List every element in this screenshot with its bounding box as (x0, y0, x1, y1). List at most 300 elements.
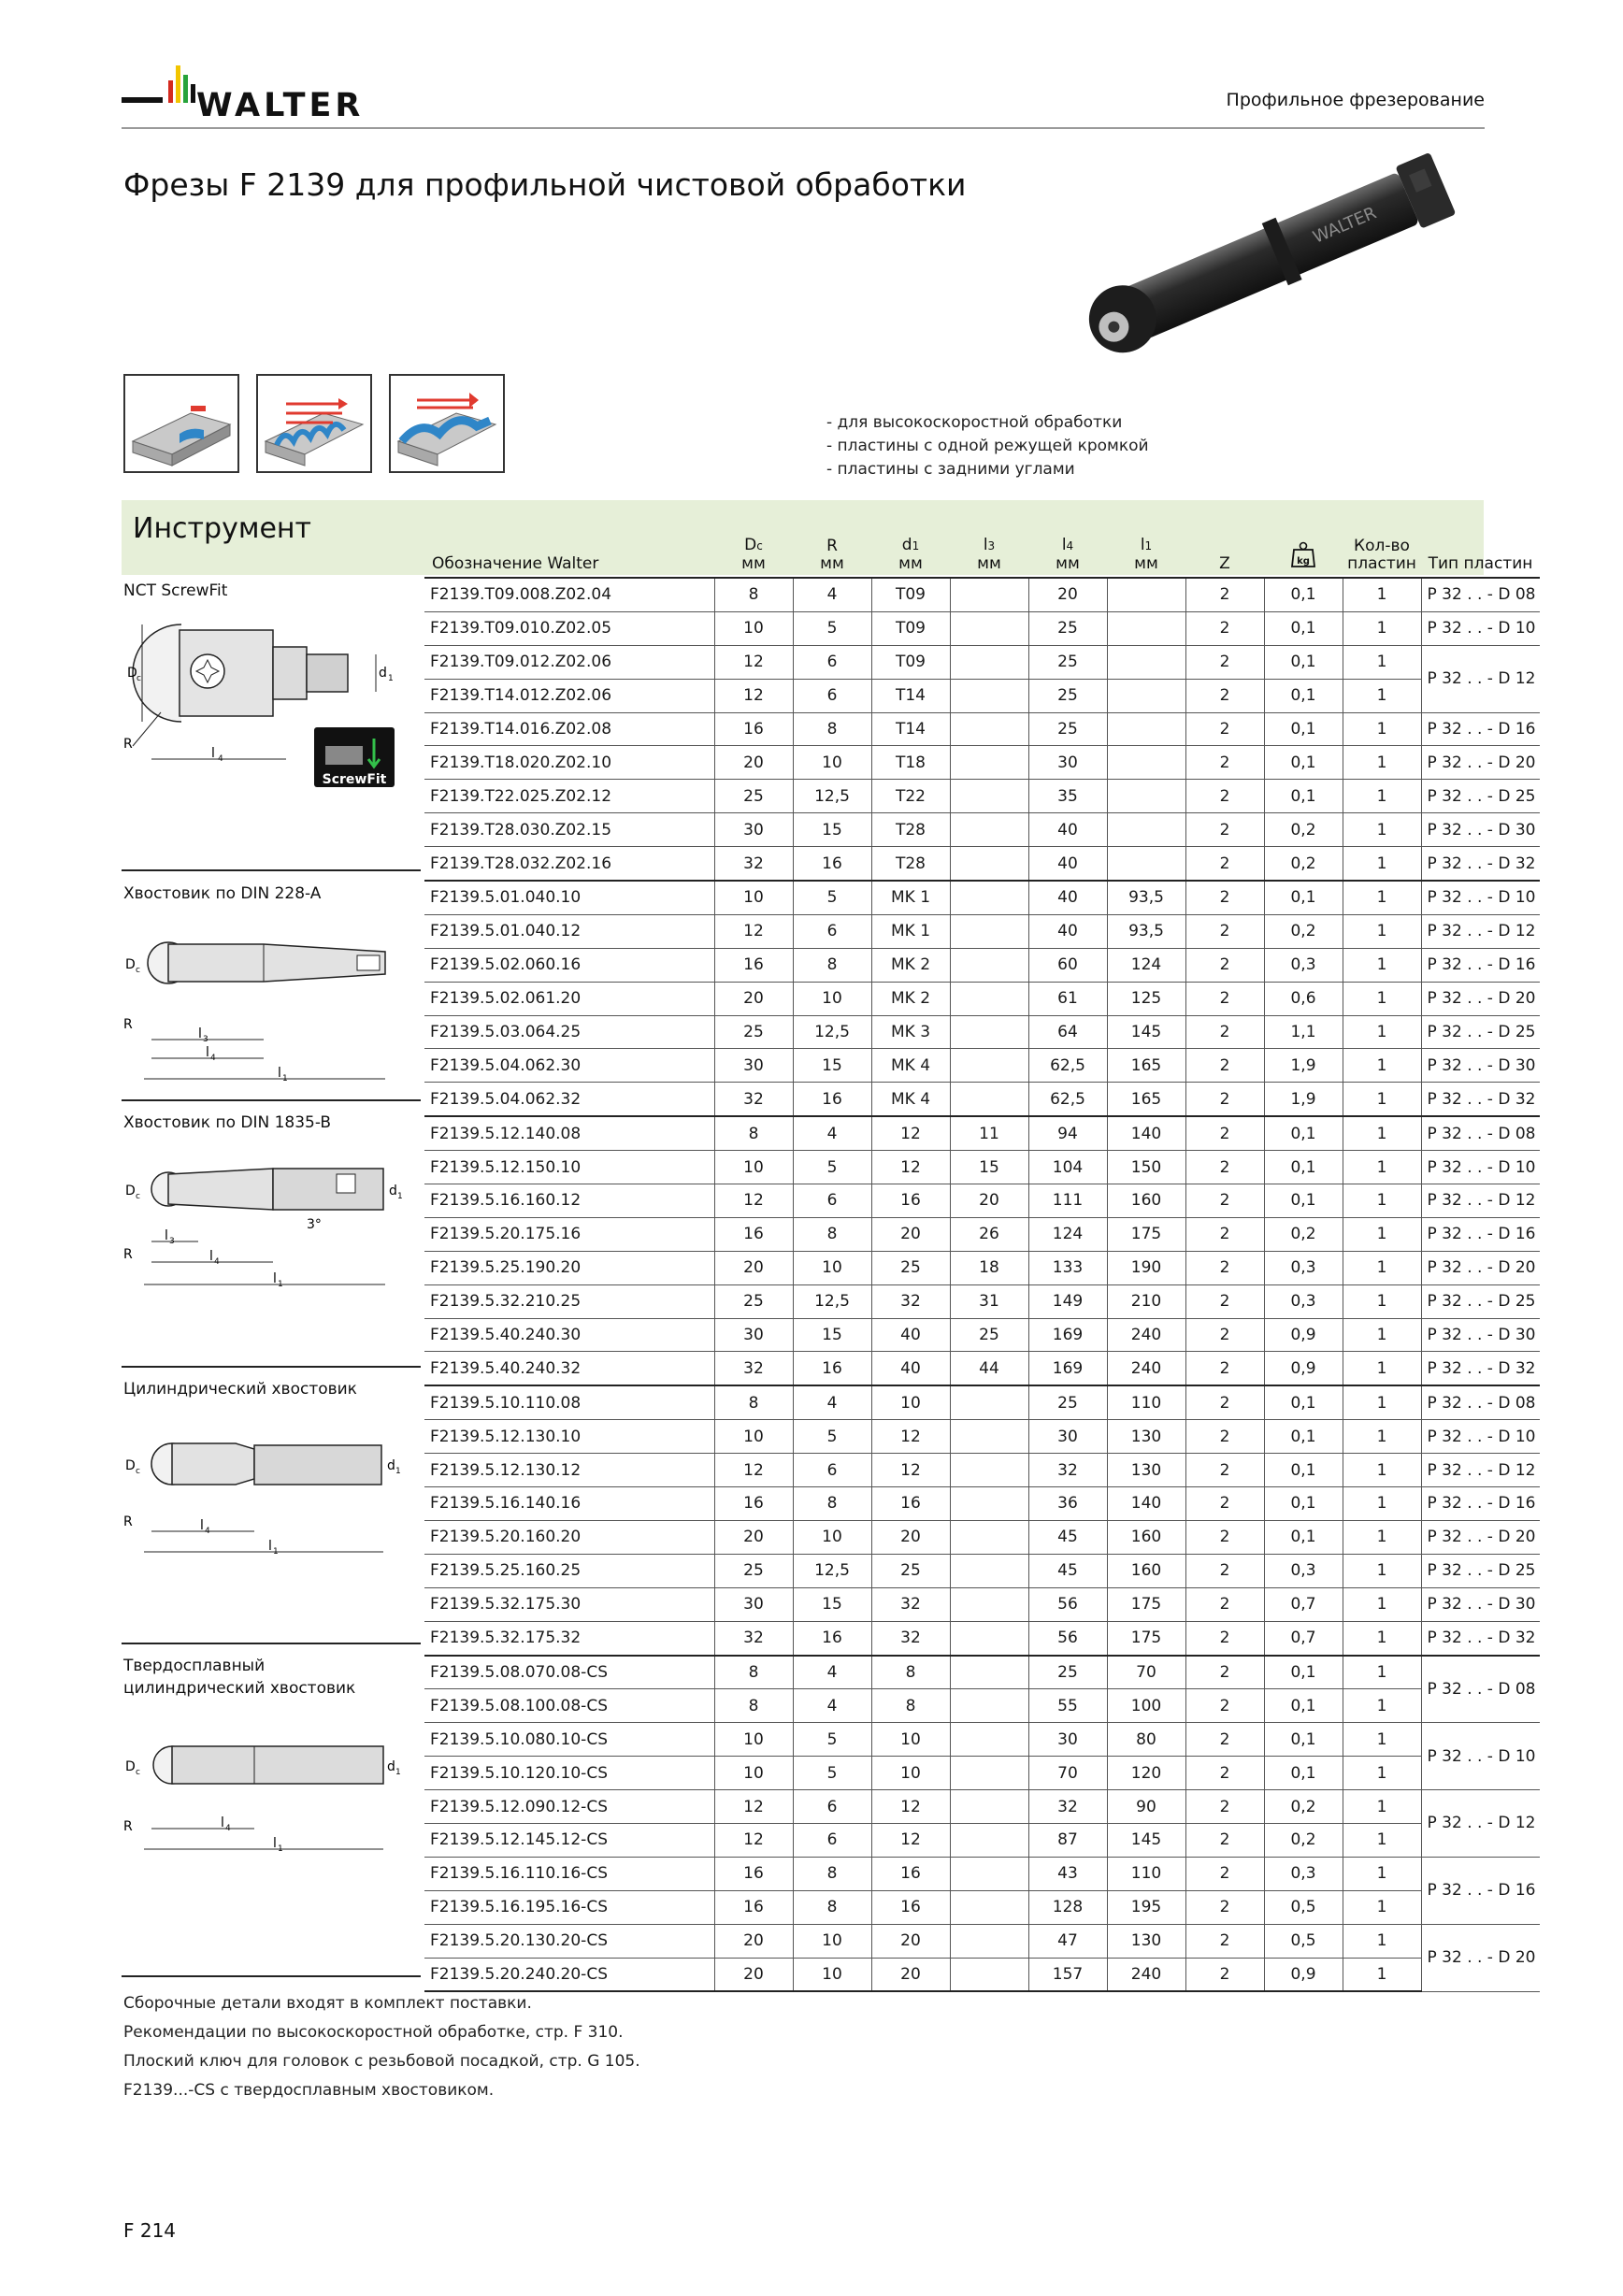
tool-column-heading: Инструмент (133, 512, 312, 545)
cell-l4: 25 (1028, 1385, 1107, 1419)
table-row (424, 847, 1540, 881)
svg-text:l: l (273, 1271, 277, 1286)
table-row (424, 1184, 1540, 1218)
cell-l3 (950, 914, 1028, 948)
col-l1-sub: 1 (1144, 539, 1153, 552)
cell-l1: 140 (1107, 1487, 1185, 1521)
table-row (424, 1554, 1540, 1587)
cell-z: 2 (1185, 679, 1264, 712)
cell-count: 1 (1343, 679, 1421, 712)
cell-designation: F2139.5.25.160.25 (424, 1554, 714, 1587)
col-z: Z (1219, 554, 1230, 573)
cell-dc: 30 (714, 1049, 793, 1083)
svg-text:1: 1 (278, 1844, 283, 1854)
table-row (424, 1656, 1540, 1689)
table-row (424, 1420, 1540, 1454)
cell-d1: 16 (871, 1857, 950, 1890)
cell-r: 5 (793, 1151, 871, 1184)
cell-dc: 32 (714, 847, 793, 881)
cell-d1: T09 (871, 578, 950, 611)
cell-designation: F2139.5.20.160.20 (424, 1520, 714, 1554)
table-row (424, 645, 1540, 679)
cell-count: 1 (1343, 1554, 1421, 1587)
cell-designation: F2139.5.32.175.32 (424, 1621, 714, 1655)
cell-insert-type: P 32 . . - D 32 (1421, 1352, 1540, 1385)
cell-r: 10 (793, 982, 871, 1015)
cell-l4: 25 (1028, 611, 1107, 645)
cell-l1 (1107, 578, 1185, 611)
cell-dc: 12 (714, 1454, 793, 1487)
cell-insert-type: P 32 . . - D 20 (1421, 1520, 1540, 1554)
cell-insert-type: P 32 . . - D 12 (1421, 1790, 1540, 1858)
cell-designation: F2139.5.16.195.16-CS (424, 1890, 714, 1924)
cell-l4: 55 (1028, 1689, 1107, 1723)
cell-dc: 12 (714, 914, 793, 948)
cell-l1: 210 (1107, 1284, 1185, 1318)
cell-z: 2 (1185, 578, 1264, 611)
cell-l3 (950, 813, 1028, 847)
cell-d1: 10 (871, 1385, 950, 1419)
cell-l4: 35 (1028, 780, 1107, 813)
cell-l1: 130 (1107, 1924, 1185, 1958)
cell-d1: 10 (871, 1723, 950, 1757)
cell-insert-type: P 32 . . - D 32 (1421, 1621, 1540, 1655)
cell-l3 (950, 780, 1028, 813)
svg-text:1: 1 (395, 1467, 401, 1476)
cell-d1: 12 (871, 1823, 950, 1857)
cell-dc: 12 (714, 679, 793, 712)
cell-dc: 32 (714, 1621, 793, 1655)
cell-l1: 130 (1107, 1420, 1185, 1454)
cell-dc: 20 (714, 982, 793, 1015)
feature-item: - пластины с одной режущей кромкой (826, 437, 1149, 455)
cell-d1: 40 (871, 1352, 950, 1385)
cell-designation: F2139.5.02.060.16 (424, 948, 714, 982)
cell-d1: 16 (871, 1184, 950, 1218)
cell-insert-type: P 32 . . - D 10 (1421, 611, 1540, 645)
svg-text:l: l (268, 1539, 272, 1554)
cell-l3: 25 (950, 1318, 1028, 1352)
table-row (424, 1151, 1540, 1184)
cell-insert-type: P 32 . . - D 10 (1421, 1723, 1540, 1790)
slot-milling-icon (123, 374, 239, 473)
cell-dc: 20 (714, 1924, 793, 1958)
cell-d1: T22 (871, 780, 950, 813)
cell-r: 16 (793, 1621, 871, 1655)
cell-weight: 0,6 (1264, 982, 1343, 1015)
carbide-shank-drawing (123, 1711, 404, 1860)
cell-l4: 56 (1028, 1587, 1107, 1621)
cell-weight: 1,9 (1264, 1083, 1343, 1116)
table-row (424, 679, 1540, 712)
cell-designation: F2139.5.12.145.12-CS (424, 1823, 714, 1857)
cell-l1: 165 (1107, 1049, 1185, 1083)
cell-insert-type: P 32 . . - D 08 (1421, 1385, 1540, 1419)
cell-l4: 32 (1028, 1790, 1107, 1824)
cell-insert-type: P 32 . . - D 25 (1421, 1015, 1540, 1049)
cell-l3 (950, 1790, 1028, 1824)
din228a-drawing (123, 909, 404, 1088)
cell-l3 (950, 847, 1028, 881)
cell-designation: F2139.T09.008.Z02.04 (424, 578, 714, 611)
cell-count: 1 (1343, 1723, 1421, 1757)
cell-l1: 240 (1107, 1318, 1185, 1352)
cell-weight: 0,1 (1264, 1757, 1343, 1790)
col-l3-symbol: l (983, 536, 988, 554)
cell-l3: 20 (950, 1184, 1028, 1218)
cell-dc: 30 (714, 813, 793, 847)
cell-designation: F2139.5.12.130.12 (424, 1454, 714, 1487)
cell-l3 (950, 1689, 1028, 1723)
svg-text:l: l (165, 1228, 168, 1243)
cell-r: 8 (793, 948, 871, 982)
table-row (424, 1621, 1540, 1655)
cell-z: 2 (1185, 847, 1264, 881)
col-count (1343, 502, 1421, 578)
cell-l3 (950, 1621, 1028, 1655)
cell-l4: 40 (1028, 847, 1107, 881)
cell-l1 (1107, 847, 1185, 881)
col-unit: мм (1056, 554, 1080, 573)
cell-weight: 0,1 (1264, 679, 1343, 712)
svg-text:R: R (123, 1247, 133, 1262)
table-row (424, 813, 1540, 847)
cell-dc: 16 (714, 1857, 793, 1890)
cell-l3: 26 (950, 1217, 1028, 1251)
cell-count: 1 (1343, 1487, 1421, 1521)
cell-l4: 43 (1028, 1857, 1107, 1890)
cell-weight: 0,1 (1264, 780, 1343, 813)
cell-count: 1 (1343, 847, 1421, 881)
group-label-carbide: Твердосплавный цилиндрический хвостовик (123, 1657, 356, 1698)
cell-l3: 18 (950, 1251, 1028, 1284)
cell-r: 16 (793, 1083, 871, 1116)
col-l1 (1107, 502, 1185, 578)
cell-weight: 1,9 (1264, 1049, 1343, 1083)
cell-r: 15 (793, 1587, 871, 1621)
cell-insert-type: P 32 . . - D 32 (1421, 1083, 1540, 1116)
cell-count: 1 (1343, 1790, 1421, 1824)
cell-weight: 0,1 (1264, 1487, 1343, 1521)
screwfit-badge: ScrewFit (322, 772, 387, 787)
cell-l1: 175 (1107, 1621, 1185, 1655)
cell-d1: 16 (871, 1890, 950, 1924)
table-row (424, 1587, 1540, 1621)
cell-d1: 12 (871, 1790, 950, 1824)
cell-weight: 0,1 (1264, 1151, 1343, 1184)
cell-d1: MK 1 (871, 914, 950, 948)
cell-l3 (950, 712, 1028, 746)
col-dc-symbol: D (744, 536, 757, 554)
cell-l1: 120 (1107, 1757, 1185, 1790)
cell-weight: 0,1 (1264, 1385, 1343, 1419)
cell-count: 1 (1343, 1656, 1421, 1689)
col-d1 (871, 502, 950, 578)
cell-weight: 0,3 (1264, 1554, 1343, 1587)
contour-milling-icon (389, 374, 505, 473)
cell-designation: F2139.5.04.062.30 (424, 1049, 714, 1083)
group-label-din228a: Хвостовик по DIN 228-A (123, 884, 322, 903)
cell-l1: 80 (1107, 1723, 1185, 1757)
cell-insert-type: P 32 . . - D 16 (1421, 1857, 1540, 1924)
milling-cutter-image (1038, 129, 1487, 391)
cell-weight: 0,1 (1264, 645, 1343, 679)
cell-l3 (950, 679, 1028, 712)
cell-weight: 0,1 (1264, 1656, 1343, 1689)
cell-z: 2 (1185, 1385, 1264, 1419)
cell-weight: 0,3 (1264, 1251, 1343, 1284)
cell-designation: F2139.5.02.061.20 (424, 982, 714, 1015)
cell-r: 5 (793, 611, 871, 645)
table-row (424, 1454, 1540, 1487)
cell-count: 1 (1343, 1757, 1421, 1790)
cell-l4: 45 (1028, 1554, 1107, 1587)
cell-z: 2 (1185, 1587, 1264, 1621)
cell-designation: F2139.5.01.040.12 (424, 914, 714, 948)
cell-count: 1 (1343, 780, 1421, 813)
cell-l1: 93,5 (1107, 914, 1185, 948)
cell-r: 12,5 (793, 780, 871, 813)
table-row (424, 578, 1540, 611)
cell-l3 (950, 1083, 1028, 1116)
cell-designation: F2139.5.10.120.10-CS (424, 1757, 714, 1790)
feature-item: - для высокоскоростной обработки (826, 413, 1123, 432)
cell-z: 2 (1185, 881, 1264, 914)
cell-count: 1 (1343, 1015, 1421, 1049)
cell-z: 2 (1185, 1757, 1264, 1790)
cell-z: 2 (1185, 1890, 1264, 1924)
cell-r: 15 (793, 1318, 871, 1352)
col-d1-symbol: d (901, 536, 912, 554)
cell-d1: 12 (871, 1116, 950, 1150)
col-l4 (1028, 502, 1107, 578)
cell-l1 (1107, 645, 1185, 679)
svg-text:d: d (387, 1759, 395, 1774)
cell-count: 1 (1343, 1520, 1421, 1554)
cell-count: 1 (1343, 1083, 1421, 1116)
cell-l3: 15 (950, 1151, 1028, 1184)
notes (123, 1989, 640, 2105)
cell-l1 (1107, 679, 1185, 712)
cell-count: 1 (1343, 746, 1421, 780)
table-row (424, 1116, 1540, 1150)
table-row (424, 1487, 1540, 1521)
svg-text:c: c (136, 1192, 140, 1201)
cell-l3 (950, 1385, 1028, 1419)
cell-l4: 36 (1028, 1487, 1107, 1521)
svg-text:l: l (200, 1518, 204, 1533)
cell-weight: 0,9 (1264, 1352, 1343, 1385)
table-row (424, 1857, 1540, 1890)
group-separator (122, 1975, 421, 1977)
cell-designation: F2139.T14.012.Z02.06 (424, 679, 714, 712)
cell-r: 4 (793, 578, 871, 611)
cell-count: 1 (1343, 1890, 1421, 1924)
cell-l4: 128 (1028, 1890, 1107, 1924)
cell-designation: F2139.5.10.110.08 (424, 1385, 714, 1419)
cell-insert-type: P 32 . . - D 08 (1421, 578, 1540, 611)
cell-count: 1 (1343, 1924, 1421, 1958)
cell-d1: T09 (871, 611, 950, 645)
cell-r: 12,5 (793, 1284, 871, 1318)
cell-d1: T14 (871, 712, 950, 746)
cell-count: 1 (1343, 1385, 1421, 1419)
cell-designation: F2139.T14.016.Z02.08 (424, 712, 714, 746)
cell-weight: 0,2 (1264, 914, 1343, 948)
logo-mark-icon (122, 65, 196, 120)
table-row (424, 611, 1540, 645)
cell-d1: 8 (871, 1689, 950, 1723)
cell-weight: 0,1 (1264, 1420, 1343, 1454)
cell-l1: 190 (1107, 1251, 1185, 1284)
cell-l4: 45 (1028, 1520, 1107, 1554)
cell-designation: F2139.T28.032.Z02.16 (424, 847, 714, 881)
cell-l3 (950, 746, 1028, 780)
cell-r: 15 (793, 1049, 871, 1083)
cell-l4: 25 (1028, 679, 1107, 712)
cell-weight: 0,1 (1264, 1454, 1343, 1487)
cell-z: 2 (1185, 982, 1264, 1015)
svg-text:1: 1 (282, 1074, 288, 1083)
cell-l1: 125 (1107, 982, 1185, 1015)
cell-count: 1 (1343, 1318, 1421, 1352)
cell-designation: F2139.5.12.140.08 (424, 1116, 714, 1150)
cell-dc: 20 (714, 1958, 793, 1991)
cell-insert-type: P 32 . . - D 16 (1421, 948, 1540, 982)
table-row (424, 881, 1540, 914)
cell-r: 4 (793, 1116, 871, 1150)
cell-weight: 0,5 (1264, 1924, 1343, 1958)
cell-l3: 11 (950, 1116, 1028, 1150)
cell-r: 10 (793, 1520, 871, 1554)
group-label-cylindrical: Цилиндрический хвостовик (123, 1380, 357, 1399)
cell-weight: 0,7 (1264, 1621, 1343, 1655)
group-separator (122, 1366, 421, 1368)
cell-z: 2 (1185, 1116, 1264, 1150)
cell-z: 2 (1185, 746, 1264, 780)
col-r-symbol: R (826, 537, 838, 555)
table-row (424, 1790, 1540, 1824)
cell-designation: F2139.5.08.100.08-CS (424, 1689, 714, 1723)
cell-insert-type: P 32 . . - D 16 (1421, 712, 1540, 746)
cell-insert-type: P 32 . . - D 25 (1421, 1284, 1540, 1318)
cell-weight: 0,1 (1264, 1116, 1343, 1150)
svg-text:d: d (389, 1184, 397, 1198)
cell-l3 (950, 1015, 1028, 1049)
svg-text:WALTER: WALTER (1310, 203, 1380, 248)
cell-count: 1 (1343, 1857, 1421, 1890)
cell-weight: 0,1 (1264, 611, 1343, 645)
cell-l1: 124 (1107, 948, 1185, 982)
col-count-line1: Кол-во (1354, 537, 1410, 555)
cell-z: 2 (1185, 1151, 1264, 1184)
table-row (424, 1015, 1540, 1049)
cell-z: 2 (1185, 1251, 1264, 1284)
table-row (424, 948, 1540, 982)
cell-l3 (950, 948, 1028, 982)
svg-text:4: 4 (205, 1527, 210, 1536)
group-label-nct-screwfit: NCT ScrewFit (123, 581, 228, 600)
cell-insert-type: P 32 . . - D 08 (1421, 1656, 1540, 1723)
cell-insert-type: P 32 . . - D 20 (1421, 1251, 1540, 1284)
cell-l1: 90 (1107, 1790, 1185, 1824)
cell-count: 1 (1343, 1049, 1421, 1083)
dim-dc: D (127, 666, 137, 681)
cell-l1: 100 (1107, 1689, 1185, 1723)
cell-l1: 145 (1107, 1823, 1185, 1857)
col-d1-sub: 1 (912, 539, 920, 552)
cell-dc: 10 (714, 1151, 793, 1184)
col-insert-type: Тип пластин (1428, 554, 1533, 573)
cell-count: 1 (1343, 1621, 1421, 1655)
cell-d1: 16 (871, 1487, 950, 1521)
cell-l3 (950, 1420, 1028, 1454)
svg-text:l: l (221, 1815, 224, 1830)
cell-weight: 0,3 (1264, 1284, 1343, 1318)
cell-d1: 20 (871, 1217, 950, 1251)
table-row (424, 1520, 1540, 1554)
table-row (424, 1217, 1540, 1251)
cell-r: 5 (793, 881, 871, 914)
cell-l4: 30 (1028, 1420, 1107, 1454)
cell-d1: MK 2 (871, 982, 950, 1015)
cell-l1: 240 (1107, 1958, 1185, 1991)
cell-dc: 8 (714, 1656, 793, 1689)
cell-count: 1 (1343, 982, 1421, 1015)
weight-icon-label: kg (1297, 556, 1310, 567)
cell-l1 (1107, 813, 1185, 847)
cell-l4: 70 (1028, 1757, 1107, 1790)
cell-r: 16 (793, 1352, 871, 1385)
page-number: F 214 (123, 2219, 177, 2242)
cell-designation: F2139.5.20.130.20-CS (424, 1924, 714, 1958)
cell-d1: 25 (871, 1251, 950, 1284)
cell-weight: 0,1 (1264, 1520, 1343, 1554)
cell-designation: F2139.5.40.240.32 (424, 1352, 714, 1385)
cell-dc: 20 (714, 1520, 793, 1554)
cell-r: 6 (793, 1454, 871, 1487)
cell-insert-type: P 32 . . - D 16 (1421, 1217, 1540, 1251)
cell-insert-type: P 32 . . - D 30 (1421, 813, 1540, 847)
cell-l4: 94 (1028, 1116, 1107, 1150)
cell-d1: MK 1 (871, 881, 950, 914)
cell-designation: F2139.5.16.160.12 (424, 1184, 714, 1218)
cell-l4: 20 (1028, 578, 1107, 611)
cell-l3 (950, 1890, 1028, 1924)
cell-r: 8 (793, 1217, 871, 1251)
cell-l3 (950, 578, 1028, 611)
cell-l4: 56 (1028, 1621, 1107, 1655)
cell-d1: 20 (871, 1958, 950, 1991)
cell-z: 2 (1185, 1454, 1264, 1487)
cell-d1: MK 4 (871, 1083, 950, 1116)
cell-l1: 140 (1107, 1116, 1185, 1150)
cell-designation: F2139.5.12.090.12-CS (424, 1790, 714, 1824)
cell-weight: 0,5 (1264, 1890, 1343, 1924)
dim-r: R (123, 737, 133, 752)
feature-list (826, 411, 1149, 481)
table-row (424, 982, 1540, 1015)
cell-count: 1 (1343, 611, 1421, 645)
cell-insert-type: P 32 . . - D 20 (1421, 982, 1540, 1015)
cylindrical-shank-drawing (123, 1404, 404, 1559)
cell-r: 12,5 (793, 1015, 871, 1049)
cell-count: 1 (1343, 1184, 1421, 1218)
cell-weight: 1,1 (1264, 1015, 1343, 1049)
cell-d1: T09 (871, 645, 950, 679)
svg-text:c: c (136, 1768, 140, 1777)
cell-weight: 0,1 (1264, 881, 1343, 914)
